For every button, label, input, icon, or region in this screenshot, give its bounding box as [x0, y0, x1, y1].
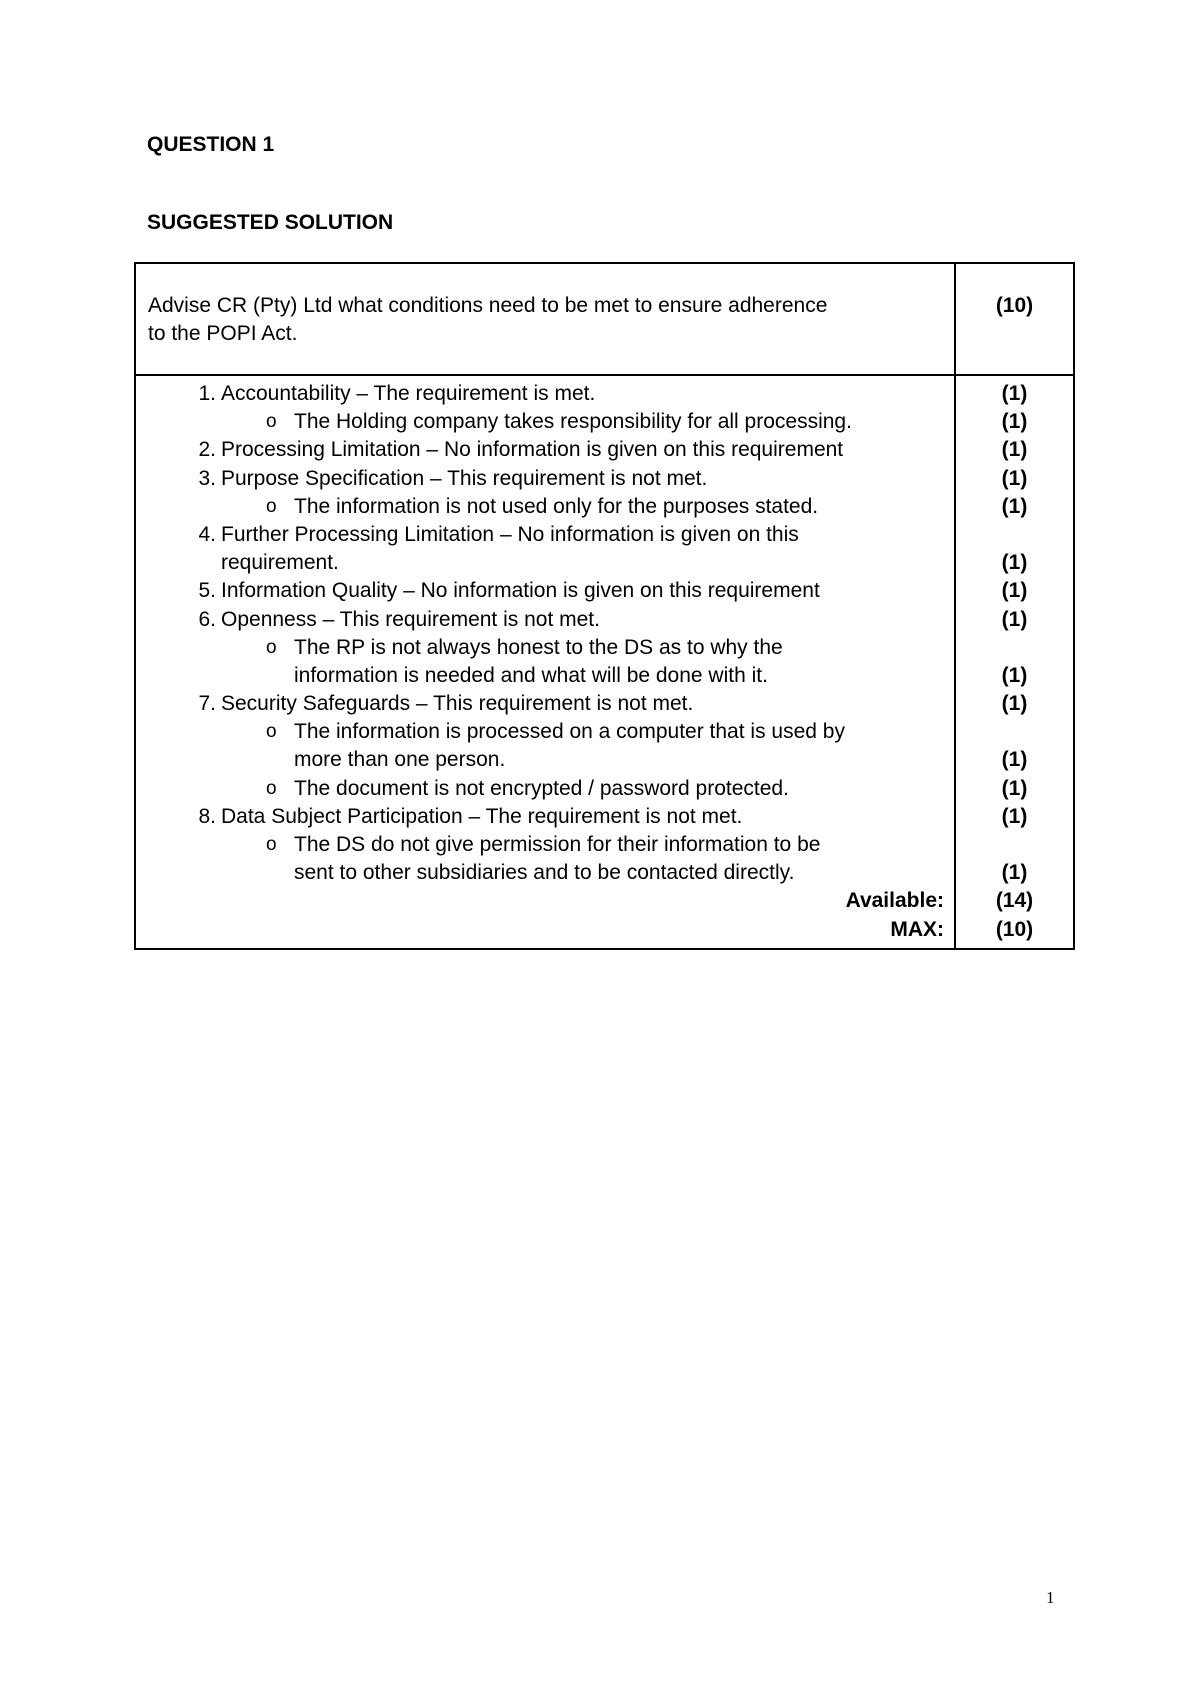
sub-point [146, 831, 944, 859]
sub-point [146, 408, 944, 436]
mark-value: (1) [1001, 551, 1028, 575]
line-text: The Holding company takes responsibility for all processing. [294, 410, 852, 434]
mark-value: (10) [995, 917, 1034, 941]
line-text: The RP is not always honest to the DS as to why the [294, 635, 783, 659]
answer-row [136, 376, 1073, 948]
sub-point [146, 634, 944, 662]
prompt-line: to the POPI Act. [148, 322, 298, 345]
line-text: Available: [845, 889, 944, 913]
item-number: 6. [198, 607, 216, 631]
line-text: MAX: [890, 917, 944, 941]
item-number: 3. [198, 466, 216, 490]
bullet-icon: o [266, 495, 277, 517]
item-number: 1. [198, 382, 216, 405]
mark-value [956, 718, 1073, 746]
line-text: Further Processing Limitation – No information is given on this [221, 522, 799, 546]
answer-list [136, 376, 956, 948]
line-text: Purpose Specification – This requirement is not met. [221, 466, 708, 490]
bullet-icon: o [266, 834, 277, 855]
mark-value: (14) [995, 889, 1034, 913]
mark-value: (1) [1001, 663, 1028, 687]
mark-value [956, 831, 1073, 859]
mark-value: (1) [1001, 579, 1028, 603]
line-text: The DS do not give permission for their information to be [294, 833, 821, 856]
prompt-line: Advise CR (Pty) Ltd what conditions need to be met to ensure adherence [148, 294, 828, 317]
bullet-icon: o [266, 411, 277, 433]
line-text: The information is processed on a computer that is used by [294, 720, 845, 744]
mark-value: (1) [1001, 861, 1028, 885]
mark-value: (1) [1001, 382, 1028, 405]
continuation-line [146, 662, 944, 690]
marks-column [956, 376, 1073, 948]
item-number: 4. [198, 522, 216, 546]
mark-value [956, 634, 1073, 662]
mark-value: (1) [1001, 692, 1028, 716]
line-text: Security Safeguards – This requirement is not met. [221, 692, 694, 716]
line-text: Openness – This requirement is not met. [221, 607, 600, 631]
sub-point [146, 493, 944, 521]
solution-table [134, 262, 1075, 950]
line-text: The document is not encrypted / password protected. [294, 776, 789, 800]
answer-item [146, 521, 944, 549]
bullet-icon: o [266, 721, 277, 743]
answer-item [146, 577, 944, 605]
page-number: 1 [1046, 1588, 1055, 1607]
item-number: 5. [198, 579, 216, 603]
total-label [146, 916, 944, 944]
suggested-solution-title: SUGGESTED SOLUTION [147, 211, 394, 234]
continuation-line [146, 859, 944, 887]
mark-value: (1) [1001, 607, 1028, 631]
mark-value [956, 521, 1073, 549]
answer-item [146, 606, 944, 634]
mark-value: (1) [1001, 494, 1028, 518]
line-text: Accountability – The requirement is met. [221, 382, 596, 405]
answer-item [146, 465, 944, 493]
bullet-icon: o [266, 636, 277, 658]
item-number: 2. [198, 438, 216, 462]
line-text: Information Quality – No information is given on this requirement [221, 579, 820, 603]
line-text: Processing Limitation – No information is given on this requirement [221, 438, 844, 462]
question-prompt [136, 264, 956, 374]
sub-point [146, 775, 944, 803]
mark-value: (1) [1001, 748, 1028, 772]
answer-item [146, 436, 944, 464]
line-text: more than one person. [294, 748, 506, 772]
continuation-line [146, 549, 944, 577]
line-text: information is needed and what will be done with it. [294, 663, 768, 687]
question-prompt-row [136, 264, 1073, 376]
mark-value: (1) [1001, 438, 1028, 462]
question-title: QUESTION 1 [147, 133, 275, 156]
total-label [146, 887, 944, 915]
mark-value: (1) [1001, 804, 1028, 828]
item-number: 8. [198, 804, 216, 828]
answer-item [146, 380, 944, 408]
line-text: Data Subject Participation – The requirement is not met. [221, 804, 743, 828]
sub-point [146, 718, 944, 746]
bullet-icon: o [266, 777, 277, 799]
continuation-line [146, 746, 944, 774]
mark-value: (1) [1001, 410, 1028, 434]
item-number: 7. [198, 692, 216, 716]
line-text: The information is not used only for the purposes stated. [294, 494, 819, 518]
answer-item [146, 803, 944, 831]
line-text: requirement. [221, 551, 339, 575]
prompt-total-marks: (10) [995, 294, 1034, 317]
line-text: sent to other subsidiaries and to be contacted directly. [294, 861, 795, 885]
mark-value: (1) [1001, 776, 1028, 800]
answer-item [146, 690, 944, 718]
mark-value: (1) [1001, 466, 1028, 490]
